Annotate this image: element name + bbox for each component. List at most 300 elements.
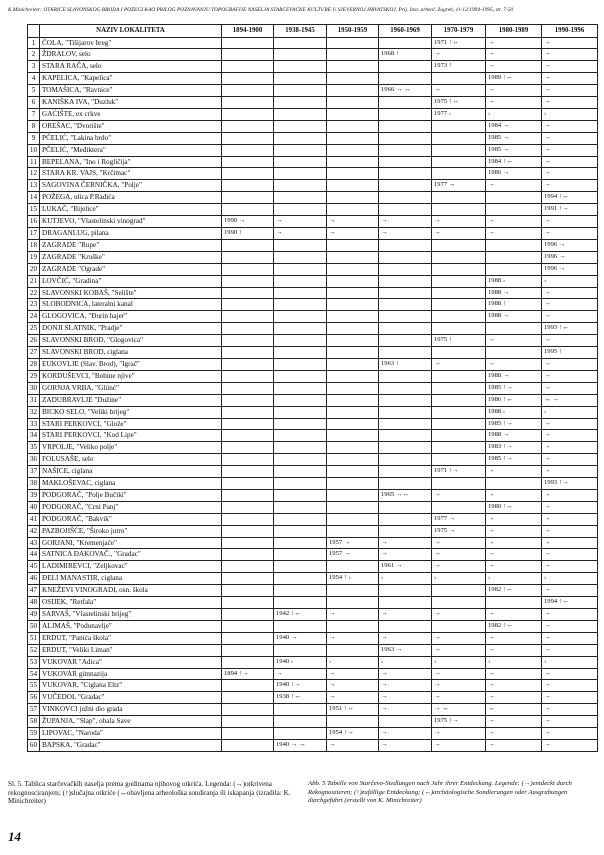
period-cell: 1988 → <box>486 370 542 382</box>
period-cell <box>327 168 379 180</box>
period-cell <box>432 156 486 168</box>
row-number: 10 <box>28 144 40 156</box>
site-name: FOLUSAŠE, selo <box>40 454 222 466</box>
period-cell: → <box>379 692 432 704</box>
row-number: 58 <box>28 716 40 728</box>
period-cell <box>274 358 327 370</box>
site-name: ŽDRALOV, selo <box>40 49 222 61</box>
period-cell: ↔ <box>486 704 542 716</box>
period-cell <box>274 406 327 418</box>
period-cell: → <box>542 228 598 240</box>
site-name: LIPOVAC, "Naroda" <box>40 728 222 740</box>
site-name: GORNJA VRBA, "Gliinć" <box>40 382 222 394</box>
row-number: 33 <box>28 418 40 430</box>
period-cell <box>432 239 486 251</box>
period-cell: 1995 ↑ <box>542 347 598 359</box>
period-cell <box>379 73 432 85</box>
site-name: SLAVONSKI BROD, "Glogovica" <box>40 335 222 347</box>
period-cell: › <box>542 406 598 418</box>
period-cell: 1988 › <box>486 275 542 287</box>
table-row <box>28 192 598 204</box>
table-row <box>28 561 598 573</box>
period-cell <box>327 73 379 85</box>
period-cell <box>327 335 379 347</box>
period-cell <box>327 644 379 656</box>
period-cell: 1975 ↑↔ <box>432 97 486 109</box>
table-row <box>28 644 598 656</box>
period-cell <box>274 513 327 525</box>
period-cell: → <box>432 549 486 561</box>
site-name: VUČEDOL "Gradac" <box>40 692 222 704</box>
period-cell: → <box>542 335 598 347</box>
period-cell <box>327 585 379 597</box>
period-cell: 1986 → <box>486 168 542 180</box>
period-cell: 1985 → <box>486 144 542 156</box>
period-cell <box>274 156 327 168</box>
period-cell: 1985 ↑→ <box>486 382 542 394</box>
period-cell: → <box>486 180 542 192</box>
period-cell <box>274 120 327 132</box>
period-cell <box>327 489 379 501</box>
site-name: BICKO SELO, "Veliki brijeg" <box>40 406 222 418</box>
period-cell <box>379 311 432 323</box>
period-cell: → <box>486 49 542 61</box>
site-name: KANIŠKA IVA, "Duzluk" <box>40 97 222 109</box>
site-name: SARVAŠ, "Vlastelinski brijeg" <box>40 609 222 621</box>
period-cell: → <box>327 228 379 240</box>
period-cell <box>222 192 274 204</box>
period-cell <box>222 704 274 716</box>
period-cell <box>486 597 542 609</box>
period-cell: › <box>486 573 542 585</box>
period-cell <box>222 692 274 704</box>
row-number: 43 <box>28 537 40 549</box>
period-cell <box>222 180 274 192</box>
period-cell <box>222 728 274 740</box>
caption-croatian: Sl. 5. Tablica starčevačkih naselja prema godinama njihovog otkrića. Legenda: (→)otkrivena rekognosciranjem; (↑)slučajna otkriće (↔obavljena arheološka sondiranja ili iskapanja (izradila: K. Minichreiter) <box>8 780 291 806</box>
period-cell <box>274 382 327 394</box>
table-row <box>28 597 598 609</box>
period-cell: → <box>542 513 598 525</box>
site-name: BAPSKA, "Gradac" <box>40 739 222 751</box>
site-name: KORDUŠEVCI, "Bobine njive" <box>40 370 222 382</box>
period-cell: → <box>542 680 598 692</box>
period-cell <box>432 251 486 263</box>
table-row <box>28 656 598 668</box>
table-row <box>28 692 598 704</box>
period-cell: → ↔ <box>432 704 486 716</box>
table-row <box>28 609 598 621</box>
caption-german: Abb. 5 Tabelle von Starčevo-Siedlungen nach Jahr ihrer Entdeckung. Legende: (→)entdeckt durch Rekognoszieren; (↑)zufällige Entdeckung; (↔)archäologische Sondierungen oder Ausgrabungen durchgeführt (erstellt von K. Minichreiter) <box>308 780 572 805</box>
table-row <box>28 358 598 370</box>
period-cell <box>274 537 327 549</box>
site-name: BEPELANA, "Ino i Rogličija" <box>40 156 222 168</box>
period-cell <box>327 239 379 251</box>
table-row <box>28 61 598 73</box>
period-cell: → <box>432 644 486 656</box>
row-number: 46 <box>28 573 40 585</box>
period-cell <box>274 597 327 609</box>
period-cell <box>222 739 274 751</box>
period-cell <box>222 73 274 85</box>
table-row <box>28 537 598 549</box>
period-cell <box>327 49 379 61</box>
site-name: MAKLOŠEVAC, ciglana <box>40 478 222 490</box>
period-cell <box>274 144 327 156</box>
period-cell <box>222 204 274 216</box>
period-cell <box>222 144 274 156</box>
period-cell: → <box>327 680 379 692</box>
row-number: 20 <box>28 263 40 275</box>
table-row <box>28 454 598 466</box>
period-cell: 1984 → <box>486 120 542 132</box>
row-number: 14 <box>28 192 40 204</box>
period-cell <box>327 442 379 454</box>
period-cell <box>327 513 379 525</box>
period-cell <box>327 37 379 49</box>
period-cell <box>432 192 486 204</box>
site-name: PAZBOJIŠĆE, "Široko jutro" <box>40 525 222 537</box>
period-cell: → <box>542 61 598 73</box>
row-number: 22 <box>28 287 40 299</box>
row-number: 51 <box>28 632 40 644</box>
period-cell: 1993 ↑→ <box>542 478 598 490</box>
row-number: 38 <box>28 478 40 490</box>
period-cell <box>222 251 274 263</box>
period-cell <box>222 513 274 525</box>
period-cell <box>379 144 432 156</box>
period-cell <box>327 466 379 478</box>
period-cell: 1996 → <box>542 251 598 263</box>
table-row <box>28 430 598 442</box>
period-cell: → <box>542 216 598 228</box>
period-cell: → <box>327 668 379 680</box>
period-cell <box>327 156 379 168</box>
period-cell: › <box>542 275 598 287</box>
period-cell: → <box>542 561 598 573</box>
period-cell <box>327 323 379 335</box>
period-cell <box>327 311 379 323</box>
period-cell <box>222 620 274 632</box>
period-cell <box>222 644 274 656</box>
period-cell: → <box>327 692 379 704</box>
period-cell <box>432 323 486 335</box>
period-cell: → <box>432 85 486 97</box>
site-name: VRPOLJE, "Veliko polje" <box>40 442 222 454</box>
period-cell <box>274 49 327 61</box>
period-cell <box>432 287 486 299</box>
period-cell <box>222 478 274 490</box>
period-cell: → <box>486 728 542 740</box>
table-row <box>28 501 598 513</box>
period-cell <box>274 370 327 382</box>
row-number: 44 <box>28 549 40 561</box>
period-cell <box>274 132 327 144</box>
period-cell: → <box>486 716 542 728</box>
period-cell: → <box>542 620 598 632</box>
site-name: SLAVONSKI BROD, ciglana <box>40 347 222 359</box>
period-cell <box>327 620 379 632</box>
row-number: 6 <box>28 97 40 109</box>
period-cell <box>274 323 327 335</box>
period-cell: → <box>542 442 598 454</box>
period-cell: › <box>486 108 542 120</box>
period-cell <box>327 275 379 287</box>
row-number: 21 <box>28 275 40 287</box>
row-number: 17 <box>28 228 40 240</box>
header-cell: 1990-1996 <box>542 25 598 38</box>
period-cell <box>274 454 327 466</box>
period-cell: 1957 → <box>327 537 379 549</box>
period-cell: → <box>486 216 542 228</box>
period-cell: → <box>542 382 598 394</box>
period-cell <box>379 156 432 168</box>
row-number: 31 <box>28 394 40 406</box>
period-cell <box>274 644 327 656</box>
period-cell: 1990 → <box>222 216 274 228</box>
table-row <box>28 620 598 632</box>
row-number: 15 <box>28 204 40 216</box>
period-cell <box>379 394 432 406</box>
period-cell: → <box>486 537 542 549</box>
period-cell: → <box>486 680 542 692</box>
period-cell <box>274 585 327 597</box>
period-cell: → <box>432 228 486 240</box>
site-name: ZADUBRAVLJE "Dužine" <box>40 394 222 406</box>
period-cell: 1996 → <box>542 263 598 275</box>
site-name: ŽUPANJA, "Slap", obala Save <box>40 716 222 728</box>
period-cell: 1985 → <box>486 132 542 144</box>
period-cell: 1963 → <box>379 644 432 656</box>
site-name: SLOBODNICA, lateralni kanal <box>40 299 222 311</box>
site-name: PODGORAČ, "Crni Panj" <box>40 501 222 513</box>
row-number: 60 <box>28 739 40 751</box>
table-row <box>28 85 598 97</box>
period-cell: → <box>542 609 598 621</box>
row-number: 57 <box>28 704 40 716</box>
table-row <box>28 323 598 335</box>
site-name: EUKOVLJE (Slav. Brod), "Igrač" <box>40 358 222 370</box>
period-cell: → <box>432 49 486 61</box>
period-cell: 1954 ↑ › <box>327 573 379 585</box>
period-cell: → <box>432 216 486 228</box>
site-name: GAĆIŠTE, ex crkve <box>40 108 222 120</box>
period-cell: → <box>542 97 598 109</box>
period-cell: → <box>379 632 432 644</box>
row-number: 23 <box>28 299 40 311</box>
period-cell: → <box>432 739 486 751</box>
period-cell <box>432 120 486 132</box>
period-cell: → <box>542 311 598 323</box>
period-cell: 1938 ↑↔ <box>274 692 327 704</box>
period-cell: → <box>486 97 542 109</box>
period-cell: 1940 › <box>274 656 327 668</box>
row-number: 56 <box>28 692 40 704</box>
table-row <box>28 573 598 585</box>
period-cell <box>222 275 274 287</box>
site-name: ZAGRADE "Ograde" <box>40 263 222 275</box>
period-cell <box>432 144 486 156</box>
period-cell <box>432 263 486 275</box>
period-cell: → <box>542 430 598 442</box>
period-cell <box>327 144 379 156</box>
table-row <box>28 668 598 680</box>
period-cell <box>379 132 432 144</box>
period-cell: 1988 › <box>486 406 542 418</box>
period-cell <box>486 192 542 204</box>
period-cell <box>379 525 432 537</box>
period-cell <box>327 180 379 192</box>
table-row <box>28 335 598 347</box>
period-cell: → <box>542 418 598 430</box>
captions <box>8 780 600 820</box>
period-cell <box>222 108 274 120</box>
row-number: 12 <box>28 168 40 180</box>
period-cell <box>222 561 274 573</box>
period-cell: 1982 ↑↔ <box>486 585 542 597</box>
period-cell: 1977 → <box>432 513 486 525</box>
period-cell: → <box>542 525 598 537</box>
period-cell <box>327 287 379 299</box>
period-cell <box>379 347 432 359</box>
site-name: ĐELI MANASTIR, ciglana <box>40 573 222 585</box>
period-cell: → <box>379 680 432 692</box>
period-cell: → <box>379 668 432 680</box>
period-cell <box>274 299 327 311</box>
period-cell: → <box>542 501 598 513</box>
period-cell <box>222 656 274 668</box>
table-row <box>28 287 598 299</box>
period-cell <box>222 632 274 644</box>
header-cell: 1938-1945 <box>274 25 327 38</box>
period-cell <box>379 585 432 597</box>
site-name: VINKOVCI južni dio grada <box>40 704 222 716</box>
period-cell: → <box>542 632 598 644</box>
period-cell <box>222 299 274 311</box>
period-cell <box>274 311 327 323</box>
period-cell: → <box>432 561 486 573</box>
site-name: POŽEGA, ulica P.Radića <box>40 192 222 204</box>
table-row <box>28 73 598 85</box>
header-cell: 1980-1989 <box>486 25 542 38</box>
period-cell: → <box>542 156 598 168</box>
period-cell <box>274 204 327 216</box>
table-row <box>28 275 598 287</box>
period-cell: → <box>542 454 598 466</box>
period-cell <box>274 263 327 275</box>
period-cell <box>432 430 486 442</box>
site-name: KAPELICA, "Kapelica" <box>40 73 222 85</box>
period-cell <box>222 97 274 109</box>
period-cell <box>379 716 432 728</box>
period-cell <box>379 251 432 263</box>
table-row <box>28 406 598 418</box>
site-name: ZAGRADE "Rupe" <box>40 239 222 251</box>
period-cell: → <box>432 692 486 704</box>
period-cell: 1954 ↑→ <box>327 728 379 740</box>
table-row <box>28 204 598 216</box>
period-cell <box>379 263 432 275</box>
period-cell: → <box>542 692 598 704</box>
site-name: ALJMAŠ, "Podunavlje" <box>40 620 222 632</box>
period-cell <box>274 335 327 347</box>
period-cell <box>379 239 432 251</box>
period-cell <box>379 597 432 609</box>
period-cell <box>222 85 274 97</box>
period-cell <box>486 239 542 251</box>
period-cell <box>432 418 486 430</box>
period-cell <box>432 394 486 406</box>
period-cell <box>274 347 327 359</box>
row-number: 7 <box>28 108 40 120</box>
period-cell <box>327 501 379 513</box>
period-cell: → <box>542 132 598 144</box>
period-cell <box>379 406 432 418</box>
period-cell: → <box>327 632 379 644</box>
period-cell <box>379 418 432 430</box>
header-cell: NAZIV LOKALITETA <box>40 25 222 38</box>
period-cell <box>327 370 379 382</box>
table-row <box>28 549 598 561</box>
period-cell <box>222 347 274 359</box>
header-cell: 1970-1979 <box>432 25 486 38</box>
period-cell <box>222 537 274 549</box>
period-cell: 1977 › <box>432 108 486 120</box>
period-cell: 1990 ↑ <box>222 228 274 240</box>
table-row <box>28 97 598 109</box>
period-cell: → <box>274 216 327 228</box>
table-row <box>28 478 598 490</box>
period-cell <box>222 716 274 728</box>
site-name: STARI PERKOVCI, "Kod Lipe" <box>40 430 222 442</box>
period-cell: → <box>379 704 432 716</box>
row-number: 5 <box>28 85 40 97</box>
period-cell: → <box>486 609 542 621</box>
period-cell <box>327 430 379 442</box>
period-cell: 1975 ↑→ <box>432 716 486 728</box>
period-cell: 1988 → <box>486 311 542 323</box>
period-cell <box>274 418 327 430</box>
period-cell: › <box>432 573 486 585</box>
period-cell: 1940 ↑→ <box>274 680 327 692</box>
period-cell: 1951 ↑↔ <box>327 704 379 716</box>
period-cell <box>222 430 274 442</box>
period-cell <box>432 73 486 85</box>
row-number: 11 <box>28 156 40 168</box>
period-cell <box>379 430 432 442</box>
period-cell: 1980 ↑↔ <box>486 501 542 513</box>
table-row <box>28 418 598 430</box>
period-cell: → <box>542 299 598 311</box>
period-cell: 1985 ↑→ <box>486 454 542 466</box>
period-cell: › <box>542 108 598 120</box>
table-row <box>28 716 598 728</box>
table-row <box>28 525 598 537</box>
period-cell <box>432 275 486 287</box>
period-cell: 1940 → ↔ <box>274 739 327 751</box>
site-name: VUKOVAR, "Ciglana Eltz" <box>40 680 222 692</box>
period-cell <box>327 120 379 132</box>
period-cell <box>327 97 379 109</box>
period-cell <box>379 501 432 513</box>
period-cell: → <box>542 716 598 728</box>
site-name: VUKOVAR gimnazija <box>40 668 222 680</box>
period-cell <box>274 704 327 716</box>
period-cell: → <box>542 144 598 156</box>
period-cell <box>379 275 432 287</box>
table-row <box>28 704 598 716</box>
period-cell: → <box>486 228 542 240</box>
